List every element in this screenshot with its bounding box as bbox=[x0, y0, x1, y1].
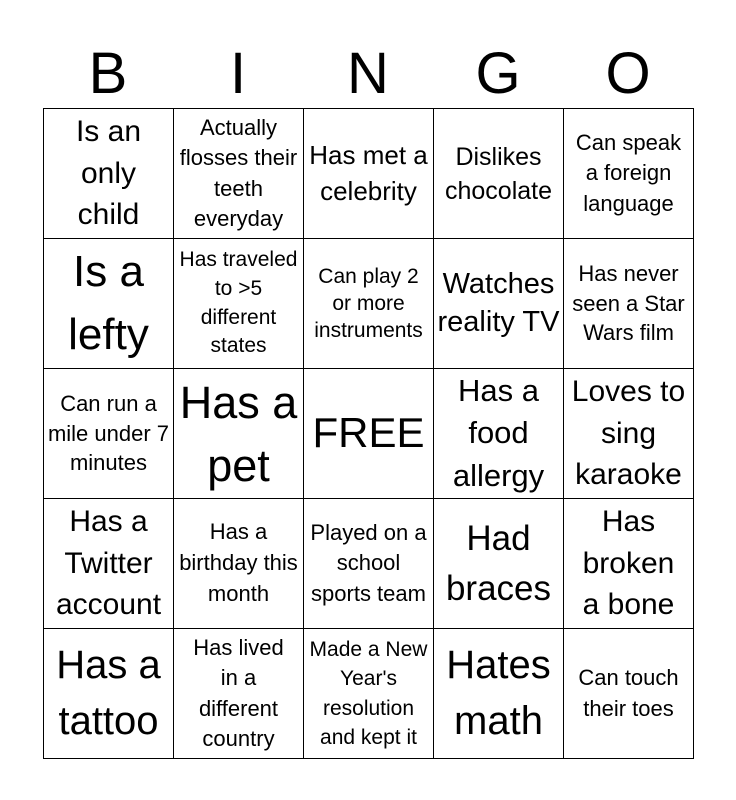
bingo-cell[interactable] bbox=[44, 499, 174, 629]
bingo-cell-text: Can touch their toes bbox=[578, 664, 679, 721]
bingo-cell[interactable] bbox=[304, 239, 434, 369]
bingo-cell[interactable] bbox=[434, 239, 564, 369]
bingo-cell[interactable] bbox=[564, 629, 694, 759]
bingo-header bbox=[43, 40, 693, 108]
bingo-cell[interactable] bbox=[174, 499, 304, 629]
bingo-cell-text: Has a Twitter account bbox=[55, 505, 162, 622]
bingo-cell[interactable] bbox=[434, 499, 564, 629]
bingo-cell-text: Watches reality TV bbox=[437, 267, 560, 338]
bingo-cell[interactable] bbox=[44, 369, 174, 499]
bingo-cell-text: Actually flosses their teeth everyday bbox=[179, 114, 298, 231]
bingo-cell-text: Has traveled to >5 different states bbox=[179, 247, 298, 358]
bingo-cell-text: Has met a celebrity bbox=[309, 140, 428, 206]
bingo-cell-text: Is an only child bbox=[75, 115, 142, 232]
bingo-cell[interactable] bbox=[434, 369, 564, 499]
bingo-cell[interactable] bbox=[564, 369, 694, 499]
bingo-cell[interactable] bbox=[174, 369, 304, 499]
bingo-cell-text: Can play 2 or more instruments bbox=[314, 264, 423, 343]
bingo-cell[interactable] bbox=[564, 499, 694, 629]
bingo-cell-text: Has a food allergy bbox=[452, 373, 545, 493]
bingo-grid bbox=[43, 108, 694, 759]
bingo-cell[interactable] bbox=[304, 109, 434, 239]
bingo-cell[interactable] bbox=[434, 109, 564, 239]
bingo-cell[interactable] bbox=[434, 629, 564, 759]
bingo-cell-text: Hates math bbox=[446, 643, 551, 743]
bingo-cell-text: Had braces bbox=[445, 518, 552, 608]
bingo-cell[interactable] bbox=[304, 629, 434, 759]
bingo-cell-text: Has never seen a Star Wars film bbox=[572, 260, 685, 346]
bingo-cell-text: Has broken a bone bbox=[582, 505, 675, 622]
bingo-cell[interactable] bbox=[174, 629, 304, 759]
header-letter-b: B bbox=[88, 41, 128, 106]
bingo-cell[interactable] bbox=[174, 239, 304, 369]
header-letter-g: G bbox=[475, 41, 521, 106]
bingo-cell[interactable] bbox=[174, 109, 304, 239]
header-letter-o: O bbox=[605, 41, 651, 106]
bingo-cell-text: Can run a mile under 7 minutes bbox=[47, 390, 170, 476]
bingo-cell-text: Has a pet bbox=[179, 376, 298, 491]
bingo-cell[interactable] bbox=[44, 109, 174, 239]
bingo-cell-text: Dislikes chocolate bbox=[444, 142, 553, 205]
bingo-cell-text: Made a New Year's resolution and kept it bbox=[309, 637, 428, 749]
bingo-cell-text: Has a tattoo bbox=[56, 643, 161, 743]
free-space-label: FREE bbox=[312, 409, 425, 457]
bingo-cell-text: Loves to sing karaoke bbox=[571, 375, 686, 492]
bingo-cell-text: Is a lefty bbox=[68, 247, 149, 359]
bingo-cell-text: Played on a school sports team bbox=[310, 519, 427, 606]
bingo-cell[interactable] bbox=[564, 239, 694, 369]
header-letter-i: I bbox=[229, 41, 247, 106]
bingo-cell[interactable] bbox=[44, 239, 174, 369]
free-space[interactable] bbox=[304, 369, 434, 499]
bingo-cell[interactable] bbox=[44, 629, 174, 759]
bingo-cell[interactable] bbox=[564, 109, 694, 239]
bingo-cell[interactable] bbox=[304, 499, 434, 629]
bingo-cell-text: Can speak a foreign language bbox=[575, 129, 682, 216]
bingo-cell-text: Has a birthday this month bbox=[179, 519, 298, 606]
bingo-cell-text: Has lived in a different country bbox=[193, 634, 284, 751]
header-letter-n: N bbox=[347, 41, 389, 106]
